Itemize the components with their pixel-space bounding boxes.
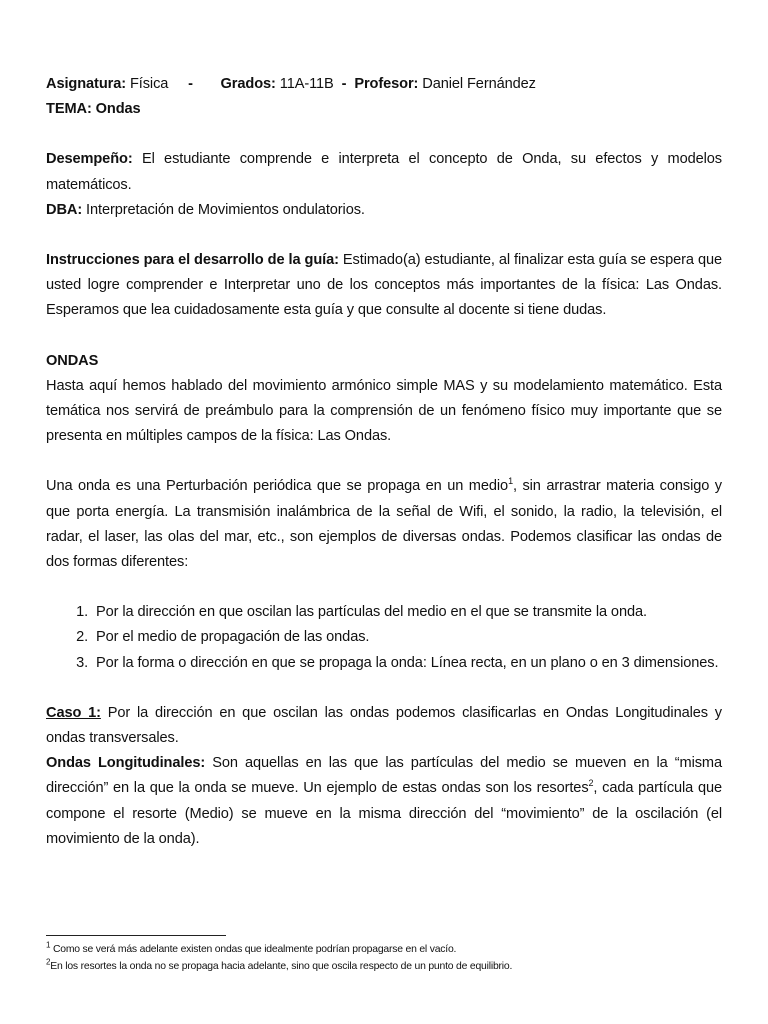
wave-definition-part2: , sin arrastrar materia consigo y que porta energía. La transmisión inalámbrica de la señal de Wifi, el sonido, la radio, la televisión, el radar, el laser, las olas del mar, etc., son ejemplos de diversas ondas. Podemos clasificar las ondas de dos formas diferentes: bbox=[46, 478, 722, 571]
footnotes bbox=[46, 941, 726, 975]
footnote-number: 1 bbox=[46, 940, 51, 950]
instructions-paragraph bbox=[46, 248, 722, 324]
footnote-ref-2[interactable]: 2 bbox=[588, 778, 594, 789]
instructions-text: Estimado(a) estudiante, al finalizar esta guía se espera que usted logre comprender e Interpretar uno de los conceptos más importantes de la física: Las Ondas. Esperamos que lea cuidadosamente esta guía y que consulte al docente si tiene dudas. bbox=[46, 252, 722, 319]
caso1-paragraph bbox=[46, 701, 722, 751]
wave-definition-part1: Una onda es una Perturbación periódica que se propaga en un medio bbox=[46, 478, 509, 495]
header-separator-1: - bbox=[188, 76, 193, 92]
longitudinal-paragraph bbox=[46, 751, 722, 852]
dba-label: DBA: bbox=[46, 201, 83, 218]
performance-text: El estudiante comprende e interpreta el concepto de Onda, su efectos y modelos matemáticos. bbox=[46, 151, 722, 193]
longitudinal-text-part2: , cada partícula que compone el resorte (Medio) se mueve en la misma dirección del “movimiento” de la oscilación (el movimiento de la onda). bbox=[46, 780, 722, 847]
dba-text: Interpretación de Movimientos ondulatorios. bbox=[86, 201, 365, 218]
subject-value: Física bbox=[129, 76, 169, 92]
footnote-separator bbox=[46, 935, 226, 936]
caso1-label: Caso 1: bbox=[46, 704, 101, 721]
footnote-2 bbox=[46, 958, 726, 975]
footnote-text: En los resortes la onda no se propaga hacia adelante, sino que oscila respecto de un punto de equilibrio. bbox=[50, 961, 513, 972]
topic-title: TEMA: Ondas bbox=[46, 101, 141, 118]
dba-paragraph bbox=[46, 198, 722, 223]
header-line bbox=[46, 72, 722, 97]
longitudinal-label: Ondas Longitudinales: bbox=[46, 755, 206, 772]
teacher-value: Daniel Fernández bbox=[422, 76, 536, 92]
longitudinal-text-part1: Son aquellas en las que las partículas del medio se mueven en la “misma dirección” en la que la onda se mueve. Un ejemplo de estas ondas son los resortes bbox=[46, 755, 722, 797]
list-item: 1. Por la dirección en que oscilan las partículas del medio en el que se transmite la onda. bbox=[92, 600, 722, 625]
list-item: 2. Por el medio de propagación de las ondas. bbox=[92, 625, 722, 650]
footnote-ref-1[interactable]: 1 bbox=[508, 476, 513, 487]
header-separator-2: - bbox=[341, 76, 347, 92]
caso1-text: Por la dirección en que oscilan las ondas podemos clasificarlas en Ondas Longitudinales y ondas transversales. bbox=[46, 704, 722, 747]
grades-value: 11A-11B bbox=[279, 76, 334, 92]
teacher-label: Profesor: bbox=[354, 76, 419, 92]
subject-label: Asignatura: bbox=[46, 76, 126, 92]
performance-label: Desempeño: bbox=[46, 151, 133, 168]
grades-label: Grados: bbox=[220, 76, 276, 92]
footnote-number: 2 bbox=[46, 957, 51, 967]
footnote-text: Como se verá más adelante existen ondas que idealmente podrían propagarse en el vacío. bbox=[52, 944, 457, 955]
ondas-intro: Hasta aquí hemos hablado del movimiento armónico simple MAS y su modelamiento matemático. Esta temática nos servirá de preámbulo para la comprensión de un fenómeno físico muy importante que se presenta en múltiples campos de la física: Las Ondas. bbox=[46, 377, 722, 445]
performance-paragraph bbox=[46, 147, 722, 197]
classification-list bbox=[46, 600, 722, 676]
ondas-heading: ONDAS bbox=[46, 352, 99, 369]
instructions-label: Instrucciones para el desarrollo de la guía: bbox=[46, 252, 339, 269]
list-item: 3. Por la forma o dirección en que se propaga la onda: Línea recta, en un plano o en 3 dimensiones. bbox=[92, 651, 722, 676]
footnote-1 bbox=[46, 941, 726, 958]
wave-definition-paragraph bbox=[46, 474, 722, 575]
